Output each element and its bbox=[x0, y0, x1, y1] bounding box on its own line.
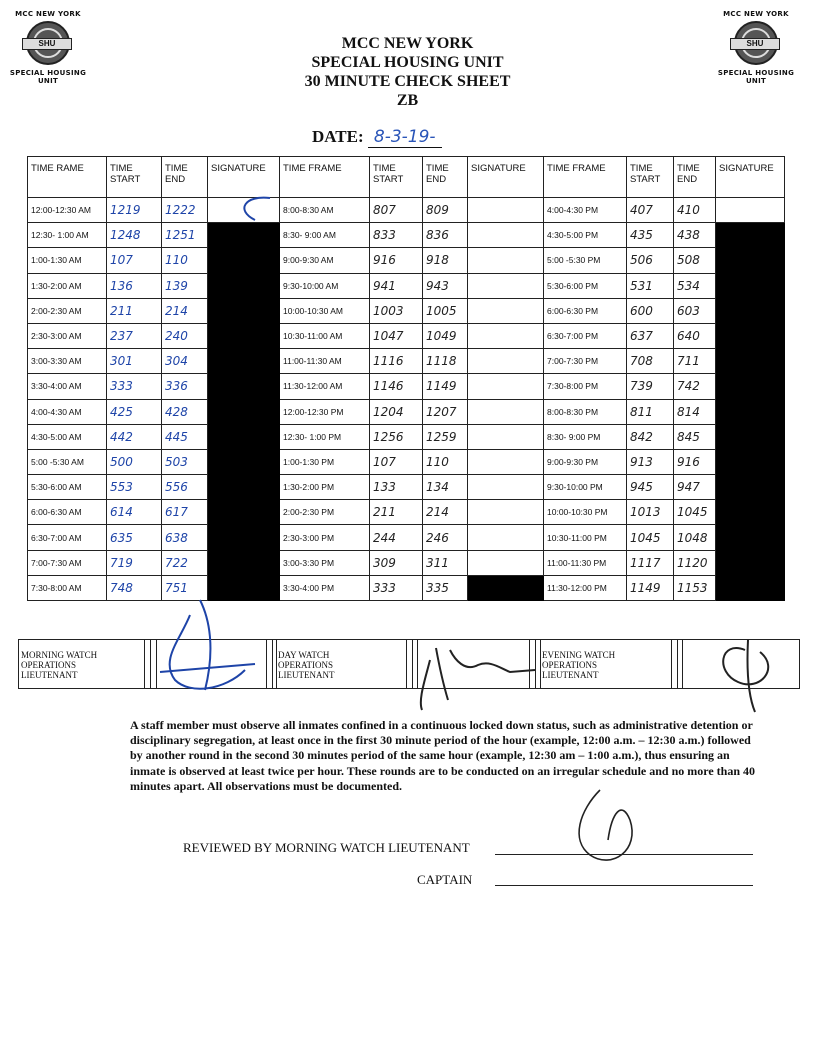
time-end-cell[interactable]: 1222 bbox=[162, 198, 208, 223]
time-start-cell[interactable]: 637 bbox=[627, 323, 674, 348]
time-frame-cell: 2:00-2:30 AM bbox=[28, 298, 107, 323]
time-frame-cell: 11:00-11:30 AM bbox=[280, 349, 370, 374]
title-line-1: MCC NEW YORK bbox=[341, 35, 474, 52]
time-end-cell[interactable]: 428 bbox=[162, 399, 208, 424]
time-start-cell[interactable]: 635 bbox=[107, 525, 162, 550]
header-time-start: TIME START bbox=[107, 157, 162, 198]
header-time-end: TIME END bbox=[423, 157, 468, 198]
signature-cell[interactable] bbox=[208, 223, 280, 248]
time-start-cell[interactable]: 1149 bbox=[627, 575, 674, 600]
time-end-cell[interactable]: 304 bbox=[162, 349, 208, 374]
time-frame-cell: 2:30-3:00 PM bbox=[280, 525, 370, 550]
time-end-cell[interactable]: 336 bbox=[162, 374, 208, 399]
time-start-cell[interactable]: 309 bbox=[370, 550, 423, 575]
table-row bbox=[28, 273, 785, 298]
time-start-cell[interactable]: 333 bbox=[107, 374, 162, 399]
signature-cell[interactable] bbox=[208, 198, 280, 223]
time-frame-cell: 7:30-8:00 AM bbox=[28, 575, 107, 600]
time-frame-cell: 8:30- 9:00 PM bbox=[544, 424, 627, 449]
check-sheet-table bbox=[27, 156, 785, 601]
logo-bottom-text: SPECIAL HOUSING UNIT bbox=[9, 69, 87, 85]
time-start-cell[interactable]: 719 bbox=[107, 550, 162, 575]
signature-cell[interactable] bbox=[468, 575, 544, 600]
time-start-cell[interactable]: 916 bbox=[370, 248, 423, 273]
time-start-cell[interactable]: 1219 bbox=[107, 198, 162, 223]
signature-cell[interactable] bbox=[468, 550, 544, 575]
time-end-cell[interactable]: 438 bbox=[674, 223, 716, 248]
day-watch-label: DAY WATCH OPERATIONS LIEUTENANT bbox=[278, 650, 335, 680]
time-start-cell[interactable]: 739 bbox=[627, 374, 674, 399]
time-start-cell[interactable]: 301 bbox=[107, 349, 162, 374]
signature-cell[interactable] bbox=[208, 575, 280, 600]
time-frame-cell: 3:00-3:30 PM bbox=[280, 550, 370, 575]
time-end-cell[interactable]: 1207 bbox=[423, 399, 468, 424]
signature-cell[interactable] bbox=[716, 424, 785, 449]
date-field[interactable]: 8-3-19- bbox=[368, 127, 442, 148]
time-start-cell[interactable]: 811 bbox=[627, 399, 674, 424]
header-time-end: TIME END bbox=[674, 157, 716, 198]
signature-cell[interactable] bbox=[468, 424, 544, 449]
signature-cell[interactable] bbox=[208, 525, 280, 550]
signature-cell[interactable] bbox=[208, 550, 280, 575]
time-start-cell[interactable]: 748 bbox=[107, 575, 162, 600]
time-end-cell[interactable]: 722 bbox=[162, 550, 208, 575]
header-signature: SIGNATURE bbox=[468, 157, 544, 198]
signature-cell[interactable] bbox=[468, 273, 544, 298]
time-frame-cell: 10:30-11:00 AM bbox=[280, 323, 370, 348]
signature-cell[interactable] bbox=[208, 424, 280, 449]
time-start-cell[interactable]: 407 bbox=[627, 198, 674, 223]
time-end-cell[interactable]: 1149 bbox=[423, 374, 468, 399]
time-frame-cell: 12:30- 1:00 AM bbox=[28, 223, 107, 248]
time-end-cell[interactable]: 947 bbox=[674, 475, 716, 500]
signature-cell[interactable] bbox=[208, 349, 280, 374]
signature-cell[interactable] bbox=[208, 298, 280, 323]
signature-cell[interactable] bbox=[208, 399, 280, 424]
time-end-cell[interactable]: 1118 bbox=[423, 349, 468, 374]
signature-cell[interactable] bbox=[716, 374, 785, 399]
time-frame-cell: 6:30-7:00 AM bbox=[28, 525, 107, 550]
signature-cell[interactable] bbox=[468, 298, 544, 323]
header-time-start: TIME START bbox=[627, 157, 674, 198]
time-frame-cell: 11:30-12:00 AM bbox=[280, 374, 370, 399]
time-end-cell[interactable]: 503 bbox=[162, 449, 208, 474]
time-end-cell[interactable]: 1048 bbox=[674, 525, 716, 550]
time-end-cell[interactable]: 617 bbox=[162, 500, 208, 525]
watch-signature-box bbox=[18, 639, 800, 689]
time-frame-cell: 1:30-2:00 AM bbox=[28, 273, 107, 298]
signature-cell[interactable] bbox=[208, 323, 280, 348]
reviewed-by-label: REVIEWED BY MORNING WATCH LIEUTENANT bbox=[183, 840, 470, 855]
time-start-cell[interactable]: 1045 bbox=[627, 525, 674, 550]
time-frame-cell: 5:00 -5:30 AM bbox=[28, 449, 107, 474]
time-end-cell[interactable]: 918 bbox=[423, 248, 468, 273]
header-signature: SIGNATURE bbox=[716, 157, 785, 198]
time-frame-cell: 10:00-10:30 PM bbox=[544, 500, 627, 525]
time-end-cell[interactable]: 1120 bbox=[674, 550, 716, 575]
signature-cell[interactable] bbox=[716, 550, 785, 575]
table-row bbox=[28, 475, 785, 500]
signature-cell[interactable] bbox=[468, 399, 544, 424]
table-row bbox=[28, 323, 785, 348]
time-start-cell[interactable]: 807 bbox=[370, 198, 423, 223]
time-start-cell[interactable]: 333 bbox=[370, 575, 423, 600]
shu-seal-icon: SHU bbox=[26, 21, 70, 65]
title-line-3: 30 MINUTE CHECK SHEET bbox=[304, 73, 511, 90]
signature-cell[interactable] bbox=[716, 223, 785, 248]
header-time-frame: TIME RAME bbox=[28, 157, 107, 198]
time-start-cell[interactable]: 107 bbox=[107, 248, 162, 273]
time-end-cell[interactable]: 742 bbox=[674, 374, 716, 399]
table-row bbox=[28, 550, 785, 575]
page-title bbox=[0, 34, 815, 110]
time-frame-cell: 6:00-6:30 PM bbox=[544, 298, 627, 323]
signature-cell[interactable] bbox=[468, 198, 544, 223]
time-frame-cell: 9:30-10:00 AM bbox=[280, 273, 370, 298]
table-row bbox=[28, 248, 785, 273]
time-frame-cell: 8:30- 9:00 AM bbox=[280, 223, 370, 248]
time-start-cell[interactable]: 1117 bbox=[627, 550, 674, 575]
time-end-cell[interactable]: 1045 bbox=[674, 500, 716, 525]
time-start-cell[interactable]: 107 bbox=[370, 449, 423, 474]
time-frame-cell: 3:00-3:30 AM bbox=[28, 349, 107, 374]
signature-cell[interactable] bbox=[468, 248, 544, 273]
signature-cell[interactable] bbox=[716, 500, 785, 525]
time-frame-cell: 8:00-8:30 AM bbox=[280, 198, 370, 223]
time-end-cell[interactable]: 943 bbox=[423, 273, 468, 298]
time-end-cell[interactable]: 410 bbox=[674, 198, 716, 223]
time-end-cell[interactable]: 1005 bbox=[423, 298, 468, 323]
time-end-cell[interactable]: 556 bbox=[162, 475, 208, 500]
time-start-cell[interactable]: 945 bbox=[627, 475, 674, 500]
table-row bbox=[28, 575, 785, 600]
time-end-cell[interactable]: 1153 bbox=[674, 575, 716, 600]
time-start-cell[interactable]: 833 bbox=[370, 223, 423, 248]
date-row bbox=[312, 127, 442, 147]
time-start-cell[interactable]: 442 bbox=[107, 424, 162, 449]
time-end-cell[interactable]: 240 bbox=[162, 323, 208, 348]
time-frame-cell: 11:30-12:00 PM bbox=[544, 575, 627, 600]
header-time-start: TIME START bbox=[370, 157, 423, 198]
shu-seal-icon: SHU bbox=[734, 21, 778, 65]
time-frame-cell: 6:30-7:00 PM bbox=[544, 323, 627, 348]
signature-cell[interactable] bbox=[468, 475, 544, 500]
time-start-cell[interactable]: 553 bbox=[107, 475, 162, 500]
time-end-cell[interactable]: 311 bbox=[423, 550, 468, 575]
time-start-cell[interactable]: 136 bbox=[107, 273, 162, 298]
captain-label: CAPTAIN bbox=[417, 872, 473, 887]
time-start-cell[interactable]: 1047 bbox=[370, 323, 423, 348]
time-frame-cell: 1:00-1:30 PM bbox=[280, 449, 370, 474]
time-frame-cell: 9:30-10:00 PM bbox=[544, 475, 627, 500]
policy-notice: A staff member must observe all inmates confined in a continuous locked down status, such as administrative detention or disciplinary segregation, at least once in the first 30 minute period of the hour (example, 12:00 a.m. – 12:30 a.m.) followed by another round in the second 30 minutes period of the same hour (example, 12:30 am – 1:00 a.m.), thus ensuring an inmate is observed at least twice per hour. These rounds are to be conducted on an irregular schedule and no more than 40 minutes apart. All observations must be documented. bbox=[130, 718, 756, 793]
time-start-cell[interactable]: 1248 bbox=[107, 223, 162, 248]
table-row bbox=[28, 349, 785, 374]
time-end-cell[interactable]: 638 bbox=[162, 525, 208, 550]
time-start-cell[interactable]: 425 bbox=[107, 399, 162, 424]
time-end-cell[interactable]: 134 bbox=[423, 475, 468, 500]
time-frame-cell: 7:30-8:00 PM bbox=[544, 374, 627, 399]
time-start-cell[interactable]: 1204 bbox=[370, 399, 423, 424]
signature-cell[interactable] bbox=[716, 323, 785, 348]
time-end-cell[interactable]: 110 bbox=[423, 449, 468, 474]
signature-cell[interactable] bbox=[468, 525, 544, 550]
signature-cell[interactable] bbox=[468, 223, 544, 248]
time-frame-cell: 9:00-9:30 PM bbox=[544, 449, 627, 474]
header-time-end: TIME END bbox=[162, 157, 208, 198]
evening-watch-signature[interactable] bbox=[682, 640, 798, 688]
time-end-cell[interactable]: 640 bbox=[674, 323, 716, 348]
header-time-frame: TIME FRAME bbox=[544, 157, 627, 198]
time-frame-cell: 5:30-6:00 PM bbox=[544, 273, 627, 298]
signature-cell[interactable] bbox=[208, 500, 280, 525]
signature-cell[interactable] bbox=[716, 575, 785, 600]
time-frame-cell: 10:00-10:30 AM bbox=[280, 298, 370, 323]
morning-watch-signature[interactable] bbox=[156, 640, 266, 688]
time-start-cell[interactable]: 614 bbox=[107, 500, 162, 525]
time-frame-cell: 12:30- 1:00 PM bbox=[280, 424, 370, 449]
table-row bbox=[28, 500, 785, 525]
time-frame-cell: 1:00-1:30 AM bbox=[28, 248, 107, 273]
time-start-cell[interactable]: 506 bbox=[627, 248, 674, 273]
time-start-cell[interactable]: 600 bbox=[627, 298, 674, 323]
time-end-cell[interactable]: 214 bbox=[162, 298, 208, 323]
logo-top-text: MCC NEW YORK bbox=[15, 10, 81, 18]
time-frame-cell: 12:00-12:30 PM bbox=[280, 399, 370, 424]
time-end-cell[interactable]: 809 bbox=[423, 198, 468, 223]
time-frame-cell: 3:30-4:00 PM bbox=[280, 575, 370, 600]
time-start-cell[interactable]: 435 bbox=[627, 223, 674, 248]
time-end-cell[interactable]: 508 bbox=[674, 248, 716, 273]
logo-bottom-text: SPECIAL HOUSING UNIT bbox=[717, 69, 795, 85]
time-end-cell[interactable]: 335 bbox=[423, 575, 468, 600]
signature-cell[interactable] bbox=[716, 248, 785, 273]
signature-cell[interactable] bbox=[716, 525, 785, 550]
signature-cell[interactable] bbox=[208, 449, 280, 474]
table-row bbox=[28, 525, 785, 550]
signature-cell[interactable] bbox=[716, 449, 785, 474]
time-frame-cell: 5:00 -5:30 PM bbox=[544, 248, 627, 273]
time-start-cell[interactable]: 913 bbox=[627, 449, 674, 474]
time-frame-cell: 8:00-8:30 PM bbox=[544, 399, 627, 424]
signature-cell[interactable] bbox=[468, 349, 544, 374]
time-end-cell[interactable]: 534 bbox=[674, 273, 716, 298]
time-frame-cell: 4:30-5:00 PM bbox=[544, 223, 627, 248]
time-frame-cell: 4:00-4:30 PM bbox=[544, 198, 627, 223]
time-end-cell[interactable]: 139 bbox=[162, 273, 208, 298]
time-start-cell[interactable]: 1146 bbox=[370, 374, 423, 399]
time-frame-cell: 6:00-6:30 AM bbox=[28, 500, 107, 525]
signature-cell[interactable] bbox=[468, 449, 544, 474]
time-start-cell[interactable]: 842 bbox=[627, 424, 674, 449]
time-frame-cell: 10:30-11:00 PM bbox=[544, 525, 627, 550]
time-end-cell[interactable]: 1251 bbox=[162, 223, 208, 248]
evening-watch-label: EVENING WATCH OPERATIONS LIEUTENANT bbox=[542, 650, 616, 680]
table-row bbox=[28, 449, 785, 474]
time-end-cell[interactable]: 751 bbox=[162, 575, 208, 600]
captain-line[interactable] bbox=[495, 885, 753, 886]
time-start-cell[interactable]: 941 bbox=[370, 273, 423, 298]
date-label: DATE: bbox=[312, 127, 364, 146]
table-row bbox=[28, 223, 785, 248]
signature-cell[interactable] bbox=[716, 198, 785, 223]
time-end-cell[interactable]: 814 bbox=[674, 399, 716, 424]
time-frame-cell: 4:00-4:30 AM bbox=[28, 399, 107, 424]
signature-cell[interactable] bbox=[716, 273, 785, 298]
time-frame-cell: 11:00-11:30 PM bbox=[544, 550, 627, 575]
time-start-cell[interactable]: 1013 bbox=[627, 500, 674, 525]
time-start-cell[interactable]: 211 bbox=[107, 298, 162, 323]
time-frame-cell: 12:00-12:30 AM bbox=[28, 198, 107, 223]
time-end-cell[interactable]: 445 bbox=[162, 424, 208, 449]
table-header-row bbox=[28, 157, 785, 198]
table-row bbox=[28, 298, 785, 323]
title-line-4: ZB bbox=[396, 92, 419, 109]
signature-cell[interactable] bbox=[716, 399, 785, 424]
table-row bbox=[28, 374, 785, 399]
header-time-frame: TIME FRAME bbox=[280, 157, 370, 198]
signature-cell[interactable] bbox=[468, 500, 544, 525]
signature-cell[interactable] bbox=[208, 248, 280, 273]
table-row bbox=[28, 424, 785, 449]
time-end-cell[interactable]: 1259 bbox=[423, 424, 468, 449]
time-end-cell[interactable]: 246 bbox=[423, 525, 468, 550]
day-watch-signature[interactable] bbox=[417, 640, 527, 688]
time-frame-cell: 7:00-7:30 PM bbox=[544, 349, 627, 374]
signature-cell[interactable] bbox=[468, 374, 544, 399]
time-frame-cell: 2:30-3:00 AM bbox=[28, 323, 107, 348]
time-start-cell[interactable]: 500 bbox=[107, 449, 162, 474]
signature-cell[interactable] bbox=[208, 475, 280, 500]
time-start-cell[interactable]: 531 bbox=[627, 273, 674, 298]
time-start-cell[interactable]: 708 bbox=[627, 349, 674, 374]
time-end-cell[interactable]: 214 bbox=[423, 500, 468, 525]
time-frame-cell: 1:30-2:00 PM bbox=[280, 475, 370, 500]
time-end-cell[interactable]: 916 bbox=[674, 449, 716, 474]
time-end-cell[interactable]: 845 bbox=[674, 424, 716, 449]
signature-cell[interactable] bbox=[468, 323, 544, 348]
morning-watch-label: MORNING WATCH OPERATIONS LIEUTENANT bbox=[21, 650, 98, 680]
signature-cell[interactable] bbox=[208, 273, 280, 298]
signature-cell[interactable] bbox=[716, 475, 785, 500]
time-frame-cell: 5:30-6:00 AM bbox=[28, 475, 107, 500]
time-start-cell[interactable]: 1003 bbox=[370, 298, 423, 323]
time-end-cell[interactable]: 110 bbox=[162, 248, 208, 273]
time-start-cell[interactable]: 1256 bbox=[370, 424, 423, 449]
logo-top-text: MCC NEW YORK bbox=[723, 10, 789, 18]
table-row bbox=[28, 198, 785, 223]
time-end-cell[interactable]: 603 bbox=[674, 298, 716, 323]
header-signature: SIGNATURE bbox=[208, 157, 280, 198]
time-end-cell[interactable]: 711 bbox=[674, 349, 716, 374]
time-frame-cell: 7:00-7:30 AM bbox=[28, 550, 107, 575]
time-frame-cell: 4:30-5:00 AM bbox=[28, 424, 107, 449]
time-end-cell[interactable]: 836 bbox=[423, 223, 468, 248]
title-line-2: SPECIAL HOUSING UNIT bbox=[311, 54, 504, 71]
reviewed-by-line[interactable] bbox=[495, 854, 753, 855]
signature-cell[interactable] bbox=[716, 298, 785, 323]
time-frame-cell: 3:30-4:00 AM bbox=[28, 374, 107, 399]
time-start-cell[interactable]: 133 bbox=[370, 475, 423, 500]
signature-cell[interactable] bbox=[208, 374, 280, 399]
time-start-cell[interactable]: 1116 bbox=[370, 349, 423, 374]
table-row bbox=[28, 399, 785, 424]
time-start-cell[interactable]: 237 bbox=[107, 323, 162, 348]
time-start-cell[interactable]: 244 bbox=[370, 525, 423, 550]
time-frame-cell: 2:00-2:30 PM bbox=[280, 500, 370, 525]
time-end-cell[interactable]: 1049 bbox=[423, 323, 468, 348]
time-frame-cell: 9:00-9:30 AM bbox=[280, 248, 370, 273]
time-start-cell[interactable]: 211 bbox=[370, 500, 423, 525]
signature-cell[interactable] bbox=[716, 349, 785, 374]
